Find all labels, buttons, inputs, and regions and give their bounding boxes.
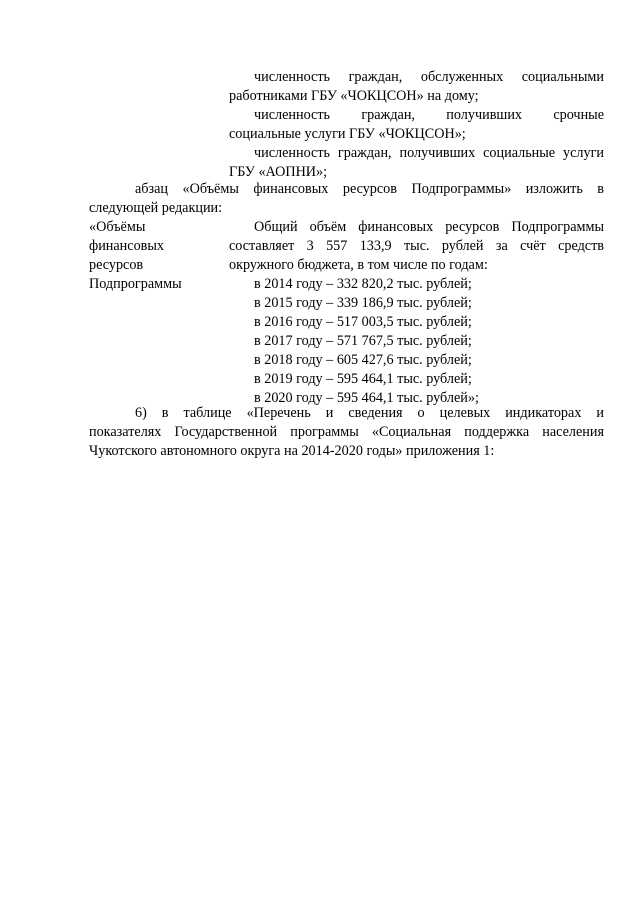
left-label-line-1: «Объёмы <box>89 219 146 235</box>
left-label-line-2: финансовых <box>89 238 164 254</box>
list-item-2-line-2: социальные услуги ГБУ «ЧОКЦСОН»; <box>229 126 466 142</box>
table-left-label <box>89 218 219 294</box>
item-6-line-2: показателях Государственной программы «Социальная поддержка населения <box>89 424 604 440</box>
left-label-line-4: Подпрограммы <box>89 276 182 292</box>
right-line-1: Общий объём финансовых ресурсов Подпрограммы <box>254 219 604 235</box>
abzac-paragraph <box>89 180 604 218</box>
item-6-line-1: 6) в таблице «Перечень и сведения о целевых индикаторах и <box>135 405 604 421</box>
list-item-2-line-1: численность граждан, получивших срочные <box>254 107 604 123</box>
year-line-2015: в 2015 году – 339 186,9 тыс. рублей; <box>254 295 472 311</box>
year-line-2019: в 2019 году – 595 464,1 тыс. рублей; <box>254 371 472 387</box>
list-item-3-line-1: численность граждан, получивших социальные услуги <box>254 145 604 161</box>
year-line-2020: в 2020 году – 595 464,1 тыс. рублей»; <box>254 390 479 406</box>
list-item-1-line-2: работниками ГБУ «ЧОКЦСОН» на дому; <box>229 88 479 104</box>
abzac-line-2: следующей редакции: <box>89 200 223 216</box>
year-line-2016: в 2016 году – 517 003,5 тыс. рублей; <box>254 314 472 330</box>
year-line-2018: в 2018 году – 605 427,6 тыс. рублей; <box>254 352 472 368</box>
list-item-1-line-1: численность граждан, обслуженных социальными <box>254 69 604 85</box>
right-line-2: составляет 3 557 133,9 тыс. рублей за счёт средств <box>229 238 604 254</box>
table-right-content <box>229 218 604 408</box>
left-label-line-3: ресурсов <box>89 257 144 273</box>
year-line-2017: в 2017 году – 571 767,5 тыс. рублей; <box>254 333 472 349</box>
year-line-2014: в 2014 году – 332 820,2 тыс. рублей; <box>254 276 472 292</box>
item-6-line-3: Чукотского автономного округа на 2014-2020 годы» приложения 1: <box>89 443 495 459</box>
indicator-list <box>229 68 604 182</box>
item-6-paragraph <box>89 404 604 461</box>
right-line-3: окружного бюджета, в том числе по годам: <box>229 257 488 273</box>
list-item-3-line-2: ГБУ «АОПНИ»; <box>229 164 328 180</box>
abzac-line-1: абзац «Объёмы финансовых ресурсов Подпрограммы» изложить в <box>135 181 604 197</box>
